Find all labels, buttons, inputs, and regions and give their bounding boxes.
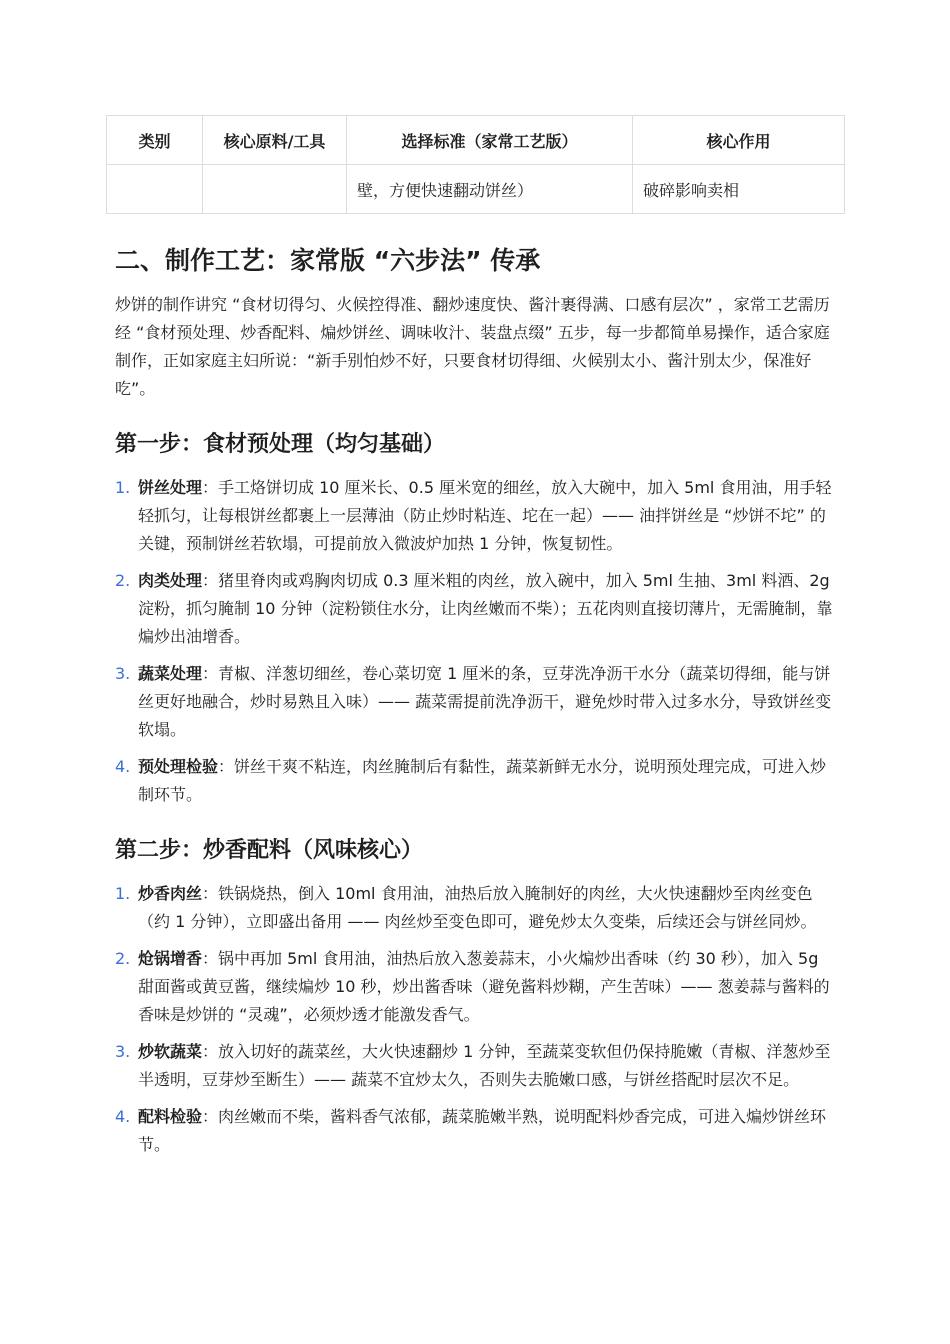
table-header-ingredient: 核心原料/工具 bbox=[203, 116, 347, 165]
list-item bbox=[115, 660, 839, 744]
list-term: 炒香肉丝 bbox=[138, 884, 203, 903]
list-number: 2. bbox=[115, 949, 131, 968]
list-item bbox=[115, 1103, 839, 1159]
list-number: 1. bbox=[115, 884, 131, 903]
table-header-role: 核心作用 bbox=[633, 116, 845, 165]
list-number: 4. bbox=[115, 1107, 131, 1126]
list-item bbox=[115, 474, 839, 558]
list-item bbox=[115, 567, 839, 651]
list-item bbox=[115, 753, 839, 809]
step2-list bbox=[115, 880, 839, 1168]
list-term: 配料检验 bbox=[138, 1107, 203, 1126]
list-text: ：铁锅烧热，倒入 10ml 食用油，油热后放入腌制好的肉丝，大火快速翻炒至肉丝变色（约 1 分钟），立即盛出备用 —— 肉丝炒至变色即可，避免炒太久变柴，后续还会与饼丝同炒。 bbox=[138, 884, 817, 931]
table-cell: 壁，方便快速翻动饼丝） bbox=[347, 165, 633, 214]
section-heading: 二、制作工艺：家常版 “六步法” 传承 bbox=[115, 246, 541, 275]
list-text: ：饼丝干爽不粘连，肉丝腌制后有黏性，蔬菜新鲜无水分，说明预处理完成，可进入炒制环节。 bbox=[138, 757, 827, 804]
list-text: ：肉丝嫩而不柴，酱料香气浓郁，蔬菜脆嫩半熟，说明配料炒香完成，可进入煸炒饼丝环节。 bbox=[138, 1107, 827, 1154]
list-number: 3. bbox=[115, 1042, 131, 1061]
list-text: ：手工烙饼切成 10 厘米长、0.5 厘米宽的细丝，放入大碗中，加入 5ml 食用油，用手轻轻抓匀，让每根饼丝都裹上一层薄油（防止炒时粘连、坨在一起）—— 油拌饼丝是 “炒饼不坨” 的关键，预制饼丝若软塌，可提前放入微波炉加热 1 分钟，恢复韧性。 bbox=[138, 478, 832, 553]
list-term: 炝锅增香 bbox=[138, 949, 203, 968]
list-number: 2. bbox=[115, 571, 131, 590]
list-number: 3. bbox=[115, 664, 131, 683]
section-intro: 炒饼的制作讲究 “食材切得匀、火候控得准、翻炒速度快、酱汁裹得满、口感有层次” ，家常工艺需历经 “食材预处理、炒香配料、煸炒饼丝、调味收汁、装盘点缀” 五步，每一步都简单易操作，适合家庭制作，正如家庭主妇所说：“新手别怕炒不好，只要食材切得细、火候别太小、酱汁别太少，保准好吃”。 bbox=[115, 295, 830, 398]
step1-heading: 第一步：食材预处理（均匀基础） bbox=[115, 432, 446, 457]
list-text: ：青椒、洋葱切细丝，卷心菜切宽 1 厘米的条，豆芽洗净沥干水分（蔬菜切得细，能与饼丝更好地融合，炒时易熟且入味）—— 蔬菜需提前洗净沥干，避免炒时带入过多水分，导致饼丝变软塌。 bbox=[138, 664, 832, 739]
step1-list bbox=[115, 474, 839, 818]
list-term: 蔬菜处理 bbox=[138, 664, 203, 683]
table-row bbox=[107, 165, 845, 214]
list-item bbox=[115, 880, 839, 936]
list-term: 炒软蔬菜 bbox=[138, 1042, 203, 1061]
list-text: ：猪里脊肉或鸡胸肉切成 0.3 厘米粗的肉丝，放入碗中，加入 5ml 生抽、3ml 料酒、2g 淀粉，抓匀腌制 10 分钟（淀粉锁住水分，让肉丝嫩而不柴）；五花肉则直接切薄片，无需腌制，靠煸炒出油增香。 bbox=[138, 571, 833, 646]
list-text: ：放入切好的蔬菜丝，大火快速翻炒 1 分钟，至蔬菜变软但仍保持脆嫩（青椒、洋葱炒至半透明，豆芽炒至断生）—— 蔬菜不宜炒太久，否则失去脆嫩口感，与饼丝搭配时层次不足。 bbox=[138, 1042, 831, 1089]
table-cell bbox=[107, 165, 203, 214]
table-header-row bbox=[107, 116, 845, 165]
step2-heading: 第二步：炒香配料（风味核心） bbox=[115, 838, 424, 863]
list-number: 1. bbox=[115, 478, 131, 497]
ingredients-table bbox=[106, 115, 845, 214]
list-item bbox=[115, 945, 839, 1029]
table-cell bbox=[203, 165, 347, 214]
list-term: 肉类处理 bbox=[138, 571, 203, 590]
table-header-category: 类别 bbox=[107, 116, 203, 165]
list-term: 饼丝处理 bbox=[138, 478, 203, 497]
list-number: 4. bbox=[115, 757, 131, 776]
list-text: ：锅中再加 5ml 食用油，油热后放入葱姜蒜末，小火煸炒出香味（约 30 秒），加入 5g 甜面酱或黄豆酱，继续煸炒 10 秒，炒出酱香味（避免酱料炒糊，产生苦味）—— 葱姜蒜与酱料的香味是炒饼的 “灵魂”，必须炒透才能激发香气。 bbox=[138, 949, 830, 1024]
table-cell: 破碎影响卖相 bbox=[633, 165, 845, 214]
list-term: 预处理检验 bbox=[138, 757, 219, 776]
table-header-criteria: 选择标准（家常工艺版） bbox=[347, 116, 633, 165]
list-item bbox=[115, 1038, 839, 1094]
